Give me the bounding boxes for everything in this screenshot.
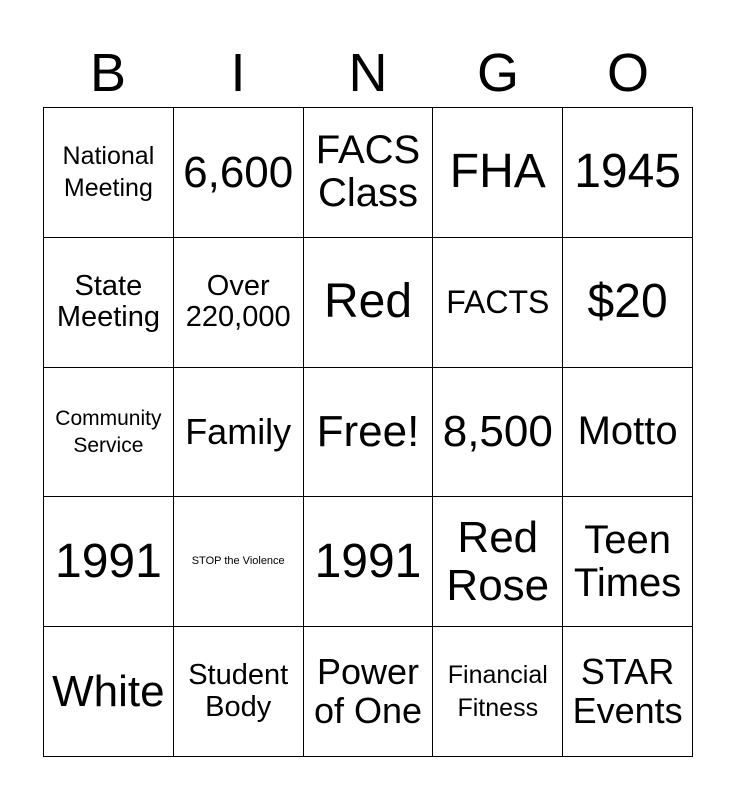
header-letter-b: B xyxy=(89,43,127,103)
bingo-cell[interactable]: State Meeting xyxy=(44,238,174,368)
bingo-cell[interactable]: FACTS xyxy=(433,238,563,368)
bingo-cell[interactable]: STAR Events xyxy=(563,627,693,757)
bingo-cell[interactable]: Free! xyxy=(304,368,434,498)
bingo-cell[interactable]: Red Rose xyxy=(433,497,563,627)
bingo-cell[interactable]: Community Service xyxy=(44,368,174,498)
bingo-cell[interactable]: Teen Times xyxy=(563,497,693,627)
bingo-cell[interactable]: 1945 xyxy=(563,108,693,238)
bingo-cell[interactable]: 8,500 xyxy=(433,368,563,498)
bingo-cell[interactable]: 6,600 xyxy=(174,108,304,238)
bingo-cell[interactable]: Power of One xyxy=(304,627,434,757)
bingo-cell[interactable]: $20 xyxy=(563,238,693,368)
header-letter-o: O xyxy=(606,43,649,103)
bingo-cell[interactable]: Over 220,000 xyxy=(174,238,304,368)
header-letter-g: G xyxy=(476,43,519,103)
bingo-cell[interactable]: Student Body xyxy=(174,627,304,757)
bingo-cell[interactable]: 1991 xyxy=(304,497,434,627)
bingo-cell[interactable]: White xyxy=(44,627,174,757)
bingo-cell[interactable]: National Meeting xyxy=(44,108,174,238)
bingo-cell[interactable]: Red xyxy=(304,238,434,368)
bingo-cell[interactable]: 1991 xyxy=(44,497,174,627)
bingo-cell[interactable]: FACS Class xyxy=(304,108,434,238)
bingo-header xyxy=(43,40,693,106)
header-letter-i: I xyxy=(230,43,246,103)
bingo-cell[interactable]: FHA xyxy=(433,108,563,238)
bingo-cell[interactable]: Family xyxy=(174,368,304,498)
header-letter-n: N xyxy=(348,43,388,103)
bingo-cell[interactable]: Financial Fitness xyxy=(433,627,563,757)
free-space-cell[interactable]: STOP the Violence xyxy=(174,497,304,627)
bingo-board xyxy=(43,107,693,757)
bingo-cell[interactable]: Motto xyxy=(563,368,693,498)
